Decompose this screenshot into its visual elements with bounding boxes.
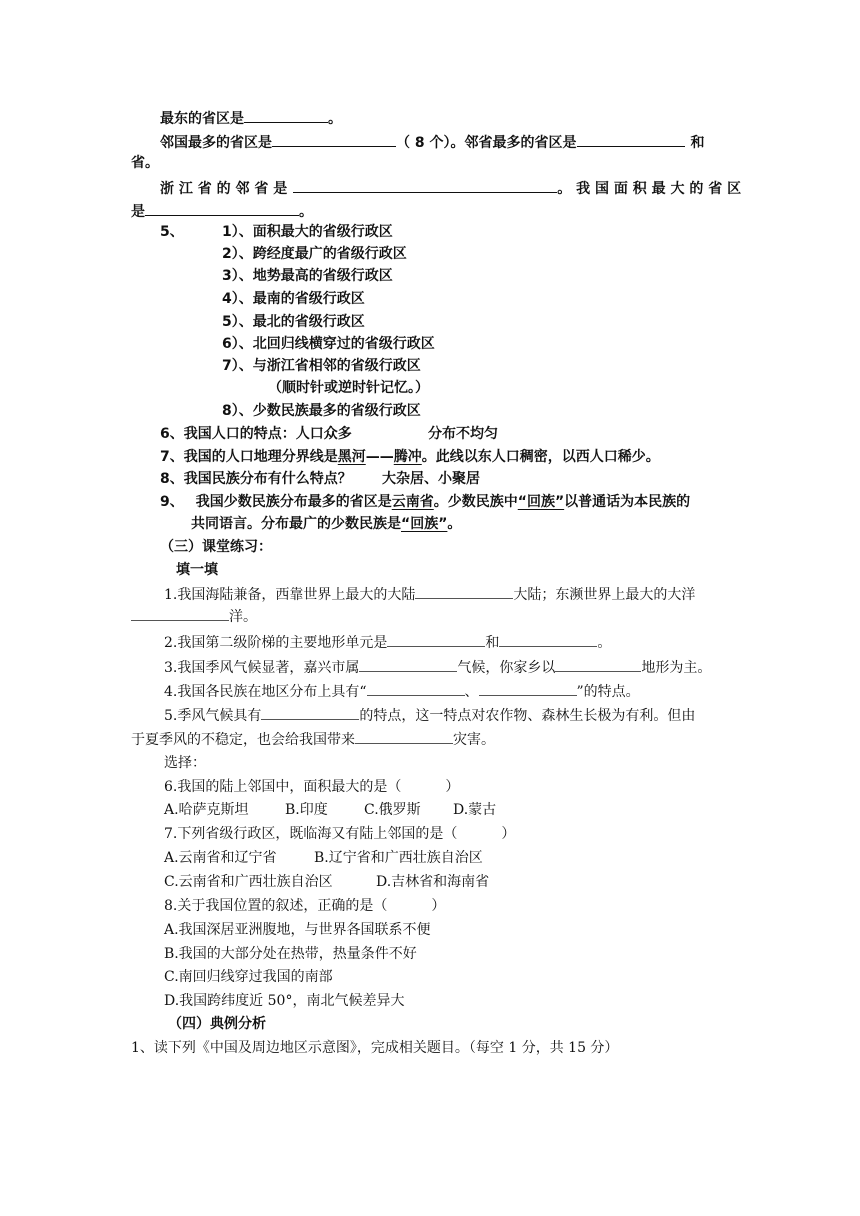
blank[interactable] xyxy=(479,680,577,696)
q8-option-a: A.我国深居亚洲腹地，与世界各国联系不便 xyxy=(164,922,431,938)
largest-province-line: 是 。 xyxy=(131,200,313,222)
q8-answer: 大杂居、小聚居 xyxy=(382,471,480,487)
q5-note: （顺时针或逆时针记忆。） xyxy=(268,380,429,396)
section-4-title: （四）典例分析 xyxy=(168,1016,266,1032)
blank[interactable] xyxy=(131,605,229,621)
fill-question-1: 1.我国海陆兼备，西靠世界上最大的大陆 大陆；东濒世界上最大的大洋 xyxy=(164,583,695,605)
q7-option-d: D.吉林省和海南省 xyxy=(376,874,490,890)
blank[interactable] xyxy=(261,704,359,720)
blank[interactable] xyxy=(367,680,465,696)
choice-heading: 选择： xyxy=(164,755,206,771)
blank[interactable] xyxy=(359,656,457,672)
east-province-line: 最东的省区是 。 xyxy=(160,107,342,129)
q8-question: 8、我国民族分布有什么特点？ xyxy=(160,471,352,487)
zhejiang-neighbors-line: 浙 江 省 的 邻 省 是 。 我 国 面 积 最 大 的 省 区 xyxy=(160,177,741,199)
fill-question-1-cont: 洋。 xyxy=(131,605,257,627)
q5-item: 7）、与浙江省相邻的省级行政区 xyxy=(222,358,421,374)
q6-option-c: C.俄罗斯 xyxy=(364,802,421,818)
q6-question: 6、我国人口的特点：人口众多 xyxy=(160,426,352,442)
q5-item: 5）、最北的省级行政区 xyxy=(222,314,365,330)
example-question-1: 1、读下列《中国及周边地区示意图》，完成相关题目。（每空 1 分，共 15 分） xyxy=(131,1040,619,1056)
blank[interactable] xyxy=(355,728,453,744)
q5-item: 3）、地势最高的省级行政区 xyxy=(222,268,393,284)
q9-line: 9、 我国少数民族分布最多的省区是云南省。少数民族中“回族”以普通话为本民族的 xyxy=(160,494,691,510)
q5-item: 1）、面积最大的省级行政区 xyxy=(222,224,393,240)
blank[interactable] xyxy=(577,131,685,147)
sheng-line: 省。 xyxy=(131,155,159,171)
q8-option-b: B.我国的大部分处在热带，热量条件不好 xyxy=(164,946,417,962)
blank[interactable] xyxy=(272,131,396,147)
q7-line: 7、我国的人口地理分界线是黑河——腾冲。此线以东人口稠密，以西人口稀少。 xyxy=(160,449,660,465)
q8-option-d: D.我国跨纬度近 50°，南北气候差异大 xyxy=(164,993,405,1009)
q6-option-a: A.哈萨克斯坦 xyxy=(164,802,249,818)
blank[interactable] xyxy=(555,656,641,672)
choice-question-6: 6.我国的陆上邻国中，面积最大的是（ ） xyxy=(164,779,460,795)
q5-item: 2）、跨经度最广的省级行政区 xyxy=(222,246,407,262)
blank[interactable] xyxy=(499,631,597,647)
blank[interactable] xyxy=(293,177,557,193)
fill-question-3: 3.我国季风气候显著，嘉兴市属 气候，你家乡以 地形为主。 xyxy=(164,656,711,678)
q5-item: 4）、最南的省级行政区 xyxy=(222,291,365,307)
blank[interactable] xyxy=(415,583,513,599)
fill-question-5-cont: 于夏季风的不稳定，也会给我国带来 灾害。 xyxy=(131,728,495,750)
q5-item: 8）、少数民族最多的省级行政区 xyxy=(222,403,421,419)
q8-option-c: C.南回归线穿过我国的南部 xyxy=(164,969,333,985)
q5-item: 6）、北回归线横穿过的省级行政区 xyxy=(222,336,435,352)
q7-option-c: C.云南省和广西壮族自治区 xyxy=(164,874,333,890)
q9-line-2: 共同语言。分布最广的少数民族是“回族”。 xyxy=(191,516,462,532)
choice-question-7: 7.下列省级行政区，既临海又有陆上邻国的是（ ） xyxy=(164,826,516,842)
section-3-title: （三）课堂练习： xyxy=(160,539,272,555)
q7-option-a: A.云南省和辽宁省 xyxy=(164,850,277,866)
blank[interactable] xyxy=(145,200,299,216)
q6-option-d: D.蒙古 xyxy=(453,802,497,818)
q7-option-b: B.辽宁省和广西壮族自治区 xyxy=(314,850,483,866)
q6-answer: 分布不均匀 xyxy=(428,426,498,442)
fill-blank-heading: 填一填 xyxy=(176,562,218,578)
fill-question-2: 2.我国第二级阶梯的主要地形单元是 和 。 xyxy=(164,631,611,653)
choice-question-8: 8.关于我国位置的叙述，正确的是（ ） xyxy=(164,898,446,914)
fill-question-5: 5.季风气候具有 的特点，这一特点对农作物、森林生长极为有利。但由 xyxy=(164,704,695,726)
q5-number: 5、 xyxy=(160,224,184,240)
blank[interactable] xyxy=(387,631,485,647)
q6-option-b: B.印度 xyxy=(285,802,328,818)
neighbor-country-line: 邻国最多的省区是 （ 8 个）。邻省最多的省区是 和 xyxy=(160,131,705,153)
blank[interactable] xyxy=(244,107,328,123)
fill-question-4: 4.我国各民族在地区分布上具有“ 、 ”的特点。 xyxy=(164,680,640,702)
